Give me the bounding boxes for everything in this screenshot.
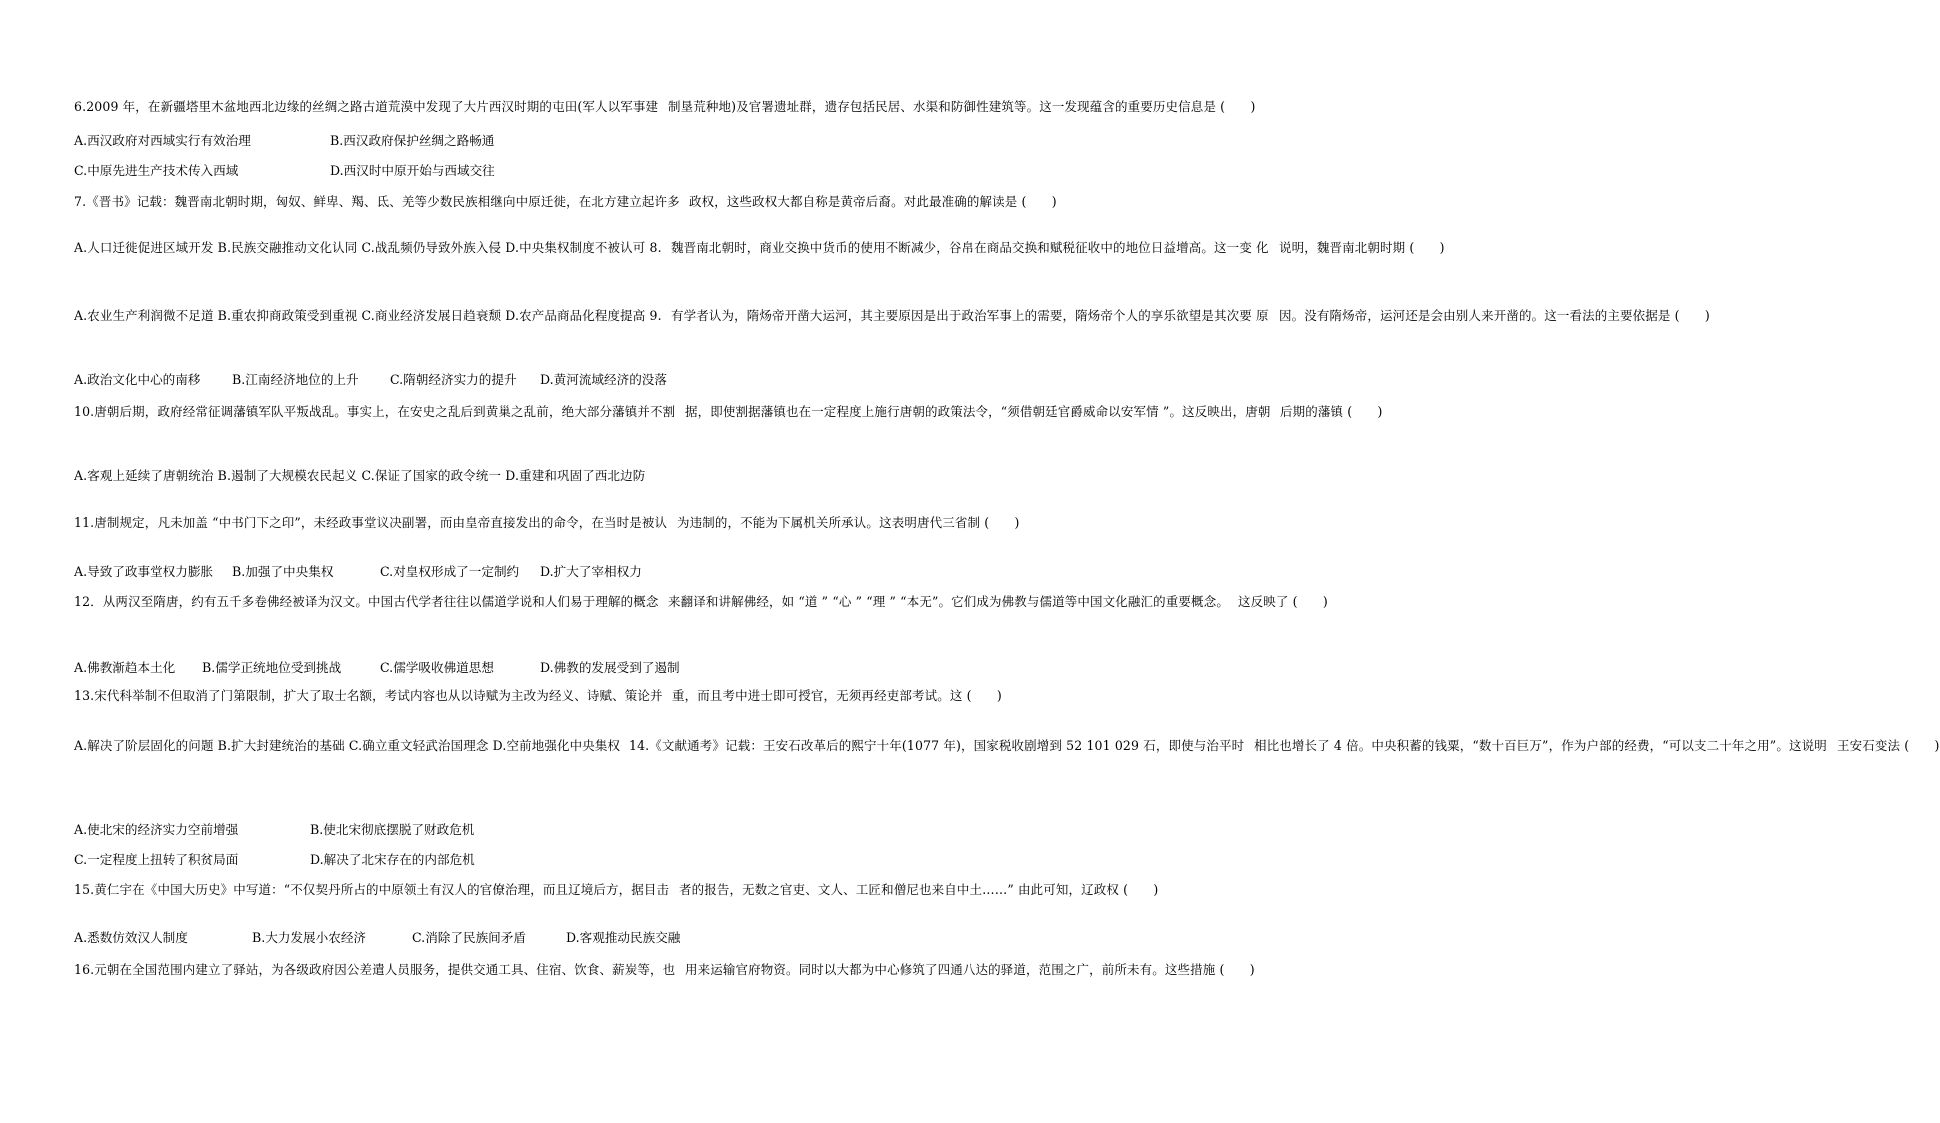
text-line: 政权，这些政权大都自称是黄帝后裔。对此最准确的解读是 ( ) (689, 194, 1058, 209)
text-line: 据，即使割据藩镇也在一定程度上施行唐朝的政策法令，“须借朝廷官爵威命以安军情 ”。这反映出，唐朝 (684, 404, 1271, 419)
question-7-stem (74, 192, 1058, 213)
text-line: 为违制的，不能为下属机关所承认。这表明唐代三省制 ( ) (676, 515, 1020, 530)
option-c: C.消除了民族间矛盾 (412, 930, 526, 945)
question-14-stem (74, 736, 1940, 757)
option-a: A.悉数仿效汉人制度 (74, 930, 188, 945)
question-13-stem (74, 686, 1002, 707)
option-a: A.使北宋的经济实力空前增强 (74, 822, 239, 837)
text-line: 14.《文献通考》记载：王安石改革后的熙宁十年(1077 年)，国家税收剧增到 52 101 029 石，即使与治平时 (629, 738, 1245, 753)
text-line: 这反映了 ( ) (1238, 594, 1329, 609)
option-d: D.客观推动民族交融 (566, 930, 681, 945)
text-line: 魏晋南北朝时，商业交换中货币的使用不断减少，谷帛在商品交换和赋税征收中的地位日益增高。这一变 化 (671, 240, 1269, 255)
option-a: A.佛教渐趋本土化 (74, 660, 176, 675)
text-line: 后期的藩镇 ( ) (1279, 404, 1383, 419)
option-c: C.一定程度上扭转了积贫局面 (74, 852, 239, 867)
option-d: D.扩大了宰相权力 (540, 564, 642, 579)
text-line: 13.宋代科举制不但取消了门第限制，扩大了取士名额，考试内容也从以诗赋为主改为经义、诗赋、策论并 (74, 688, 663, 703)
option-b: B.江南经济地位的上升 (232, 372, 359, 387)
text-line: 12．从两汉至隋唐，约有五千多卷佛经被译为汉文。中国古代学者往往以儒道学说和人们易于理解的概念 (74, 594, 659, 609)
text-line: 重，而且考中进士即可授官，无须再经吏部考试。这 ( ) (672, 688, 1002, 703)
question-11-stem (74, 513, 1020, 534)
option-d: D.黄河流域经济的没落 (540, 372, 667, 387)
text-line: A.人口迁徙促进区域开发 B.民族交融推动文化认同 C.战乱频仍导致外族入侵 D.中央集权制度不被认可 8. (74, 240, 662, 255)
text-line: 相比也增长了 4 倍。中央积蓄的钱粟，“数十百巨万”，作为户部的经费，“可以支二十年之用”。这说明 (1254, 738, 1828, 753)
text-line: 王安石变法 ( ) (1836, 738, 1940, 753)
text-line: 15.黄仁宇在《中国大历史》中写道：“不仅契丹所占的中原领土有汉人的官僚治理，而且辽境后方，据目击 (74, 882, 670, 897)
text-line: 10.唐朝后期，政府经常征调藩镇军队平叛战乱。事实上，在安史之乱后到黄巢之乱前，绝大部分藩镇并不割 (74, 404, 676, 419)
text-line: 11.唐制规定，凡未加盖 “中书门下之印”，未经政事堂议决副署，而由皇帝直接发出的命令，在当时是被认 (74, 515, 668, 530)
option-b: B.大力发展小农经济 (252, 930, 367, 945)
option-c: C.中原先进生产技术传入西域 (74, 163, 239, 178)
text-line: 7.《晋书》记载：魏晋南北朝时期，匈奴、鲜卑、羯、氐、羌等少数民族相继向中原迁徙，在北方建立起许多 (74, 194, 680, 209)
text-line: 来翻译和讲解佛经，如 “道 ” “心 ” “理 ” “本无”。它们成为佛教与儒道等中国文化融汇的重要概念。 (667, 594, 1229, 609)
question-12-stem (74, 592, 1329, 613)
text-line: 者的报告，无数之官吏、文人、工匠和僧尼也来自中土……” 由此可知，辽政权 ( ) (678, 882, 1159, 897)
option-d: D.解决了北宋存在的内部危机 (310, 852, 475, 867)
text-line: A.解决了阶层固化的问题 B.扩大封建统治的基础 C.确立重文轻武治国理念 D.空前地强化中央集权 (74, 738, 621, 753)
question-8-stem (74, 238, 1445, 259)
question-10-options (74, 466, 724, 487)
option-a: A.导致了政事堂权力膨胀 (74, 564, 214, 579)
option-a: A.西汉政府对西域实行有效治理 (74, 133, 251, 148)
option-b: B.加强了中央集权 (232, 564, 334, 579)
question-15-stem (74, 880, 1159, 901)
option-c: C.儒学吸收佛道思想 (380, 660, 494, 675)
text-line: 16.元朝在全国范围内建立了驿站，为各级政府因公差遣人员服务，提供交通工具、住宿、饮食、薪炭等，也 (74, 962, 676, 977)
text-line: 因。没有隋炀帝，运河还是会由别人来开凿的。这一看法的主要依据是 ( ) (1278, 308, 1710, 323)
option-c: C.隋朝经济实力的提升 (390, 372, 517, 387)
option-c: C.对皇权形成了一定制约 (380, 564, 520, 579)
text-line: 用来运输官府物资。同时以大都为中心修筑了四通八达的驿道，范围之广，前所未有。这些措施 ( ) (684, 962, 1255, 977)
text-line: A.农业生产利润微不足道 B.重农抑商政策受到重视 C.商业经济发展日趋衰颓 D.农产品商品化程度提高 9. (74, 308, 662, 323)
text-line: 6.2009 年，在新疆塔里木盆地西北边缘的丝绸之路古道荒漠中发现了大片西汉时期的屯田(军人以军事建 (74, 99, 659, 114)
option-d: D.佛教的发展受到了遏制 (540, 660, 680, 675)
question-9-stem (74, 306, 1710, 327)
option-b: B.西汉政府保护丝绸之路畅通 (330, 133, 495, 148)
text-line: 有学者认为，隋炀帝开凿大运河，其主要原因是出于政治军事上的需要，隋炀帝个人的享乐欲望是其次要 原 (671, 308, 1269, 323)
text-line: 说明，魏晋南北朝时期 ( ) (1278, 240, 1445, 255)
text-line: 制垦荒种地)及官署遗址群，遗存包括民居、水渠和防御性建筑等。这一发现蕴含的重要历史信息是 ( ) (667, 99, 1256, 114)
question-6-stem (74, 97, 1256, 118)
option-d: D.西汉时中原开始与西域交往 (330, 163, 495, 178)
option-a: A.政治文化中心的南移 (74, 372, 201, 387)
option-b: B.儒学正统地位受到挑战 (202, 660, 342, 675)
question-10-stem (74, 402, 1383, 423)
text-line: A.客观上延续了唐朝统治 B.遏制了大规模农民起义 C.保证了国家的政令统一 D.重建和巩固了西北边防 (74, 468, 646, 483)
option-b: B.使北宋彻底摆脱了财政危机 (310, 822, 475, 837)
question-16-stem (74, 960, 1255, 981)
